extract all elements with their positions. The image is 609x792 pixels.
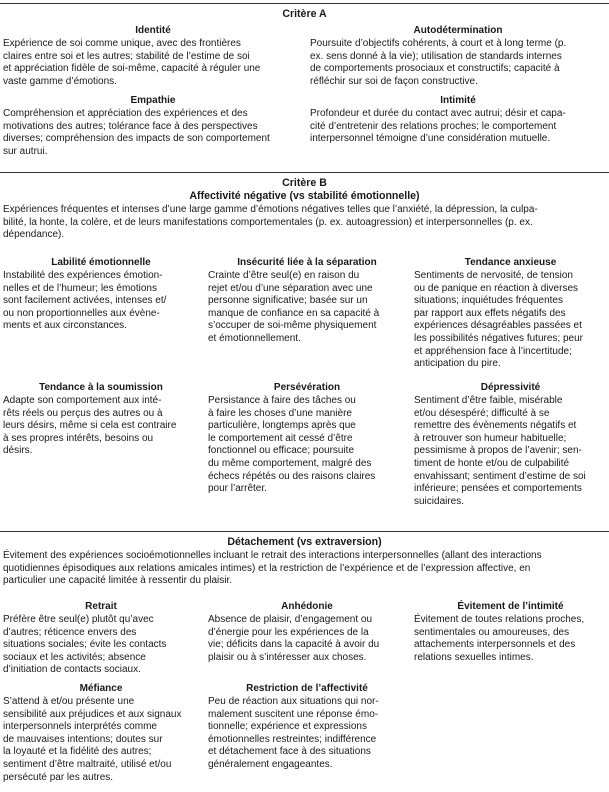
anhedonie-heading: Anhédonie xyxy=(281,601,333,612)
affectivite-negative-intro: Expériences fréquentes et intenses d’une large gamme d’émotions négatives telles que l’anxiété, la dépression, la culpa- bilité, la honte, la colère, et de leurs manifestations comportementales (p. ex. autoagression) et interpersonnelles (p. ex. dépendance). xyxy=(3,204,538,241)
detachement-title: Détachement (vs extraversion) xyxy=(227,536,382,548)
depressivite-heading: Dépressivité xyxy=(480,382,541,393)
identite-heading: Identité xyxy=(135,25,171,36)
empathie-text: Compréhension et appréciation des expériences et des motivations des autres; tolérance face à des perspectives diverses; compréhension des impacts de son comportement sur autrui. xyxy=(3,108,270,157)
insecurite-heading: Insécurité liée à la séparation xyxy=(237,257,377,268)
affectivite-negative-title: Affectivité négative (vs stabilité émotionnelle) xyxy=(189,190,420,202)
retrait-text: Préfère être seul(e) plutôt qu’avec d’autres; réticence envers des situations sociales; évite les contacts sociaux et les activités; absence d’initiation de contacts sociaux. xyxy=(3,614,167,676)
restriction-affectivite-heading: Restriction de l’affectivité xyxy=(246,683,368,694)
perseveration-heading: Persévération xyxy=(273,382,341,393)
restriction-affectivite-text: Peu de réaction aux situations qui nor- malement suscitent une réponse émo- tionnelle; expérience et expressions émotionnelles restreintes; indifférence et détachement face à des situations généralement engageantes. xyxy=(208,696,379,770)
detachement-rule xyxy=(0,531,609,532)
tendance-anxieuse-text: Sentiments de nervosité, de tension ou de panique en réaction à diverses situations; inquiétudes fréquentes par rapport aux effets négatifs des expériences désagréables passées et les possibilités négatives futures; peur et appréhension face à l’incertitude; anticipation du pire. xyxy=(414,270,583,370)
criterion-b-title: Critère B xyxy=(282,177,327,189)
identite-text: Expérience de soi comme unique, avec des frontières claires entre soi et les autres; stabilité de l’estime de soi et appréciation fidèle de soi-même, capacité à réguler une vaste gamme d’émotions. xyxy=(3,38,261,87)
evitement-intimite-heading: Évitement de l’intimité xyxy=(457,601,564,612)
autodetermination-heading: Autodétermination xyxy=(413,25,503,36)
mefiance-text: S’attend à et/ou présente une sensibilité aux préjudices et aux signaux interpersonnels interprétés comme de mauvaises intentions; doutes sur la loyauté et la fidélité des autres; sentiment d’être maltraité, utilisé et/ou persécuté par les autres. xyxy=(3,696,182,783)
empathie-heading: Empathie xyxy=(130,95,176,106)
labilite-text: Instabilité des expériences émotion- nelles et de l’humeur; les émotions sont facilement activées, intenses et/ ou non proportionnelles aux évène- ments et aux circonstances. xyxy=(3,270,167,332)
section-b-rule xyxy=(0,172,609,173)
criterion-a-title: Critère A xyxy=(282,8,327,20)
depressivite-text: Sentiment d’être faible, misérable et/ou désespéré; difficulté à se remettre des évènements négatifs et à retrouver son humeur habituelle; pessimisme à propos de l’avenir; sen- timent de honte et/ou de culpabilité envahissant; sentiment d’estime de soi inférieure; pensées et comportements suicidaires. xyxy=(414,395,586,507)
anhedonie-text: Absence de plaisir, d’engagement ou d’énergie pour les expériences de la vie; déficits dans la capacité à avoir du plaisir ou à s’intéresser aux choses. xyxy=(208,614,380,663)
retrait-heading: Retrait xyxy=(85,601,117,612)
labilite-heading: Labilité émotionnelle xyxy=(51,257,151,268)
autodetermination-text: Poursuite d’objectifs cohérents, à court et à long terme (p. ex. sens donné à la vie); utilisation de standards internes de comportements prosociaux et constructifs; capacité à réfléchir sur soi de façon constructive. xyxy=(310,38,567,87)
intimite-text: Profondeur et durée du contact avec autrui; désir et capa- cité d’entretenir des relations proches; le comportement interpersonnel témoigne d’une considération mutuelle. xyxy=(310,108,566,145)
soumission-heading: Tendance à la soumission xyxy=(39,382,163,393)
soumission-text: Adapte son comportement aux inté- rêts réels ou perçus des autres ou à leurs désirs, même si cela est contraire à ses propres intérêts, besoins ou désirs. xyxy=(3,395,177,457)
intimite-heading: Intimité xyxy=(440,95,476,106)
top-rule xyxy=(0,3,609,4)
tendance-anxieuse-heading: Tendance anxieuse xyxy=(464,257,557,268)
mefiance-heading: Méfiance xyxy=(79,683,123,694)
insecurite-text: Crainte d’être seul(e) en raison du rejet et/ou d’une séparation avec une personne significative; basée sur un manque de confiance en sa capacité à s’occuper de soi-même physiquement et émotionnellement. xyxy=(208,270,380,344)
perseveration-text: Persistance à faire des tâches ou à faire les choses d’une manière particulière, longtemps après que le comportement ait cessé d’être fonctionnel ou efficace; poursuite du même comportement, malgré des échecs répétés ou des raisons claires pour l’arrêter. xyxy=(208,395,376,495)
evitement-intimite-text: Évitement de toutes relations proches, sentimentales ou amoureuses, des attachements interpersonnels et des relations sexuelles intimes. xyxy=(414,614,585,663)
detachement-intro: Évitement des expériences socioémotionnelles incluant le retrait des interactions interpersonnelles (allant des interactions quotidiennes épisodiques aux relations amicales intimes) et la restriction de l’expérience et de l’expression affective, en particulier une capacité limitée à ressentir du plaisir. xyxy=(3,550,542,587)
